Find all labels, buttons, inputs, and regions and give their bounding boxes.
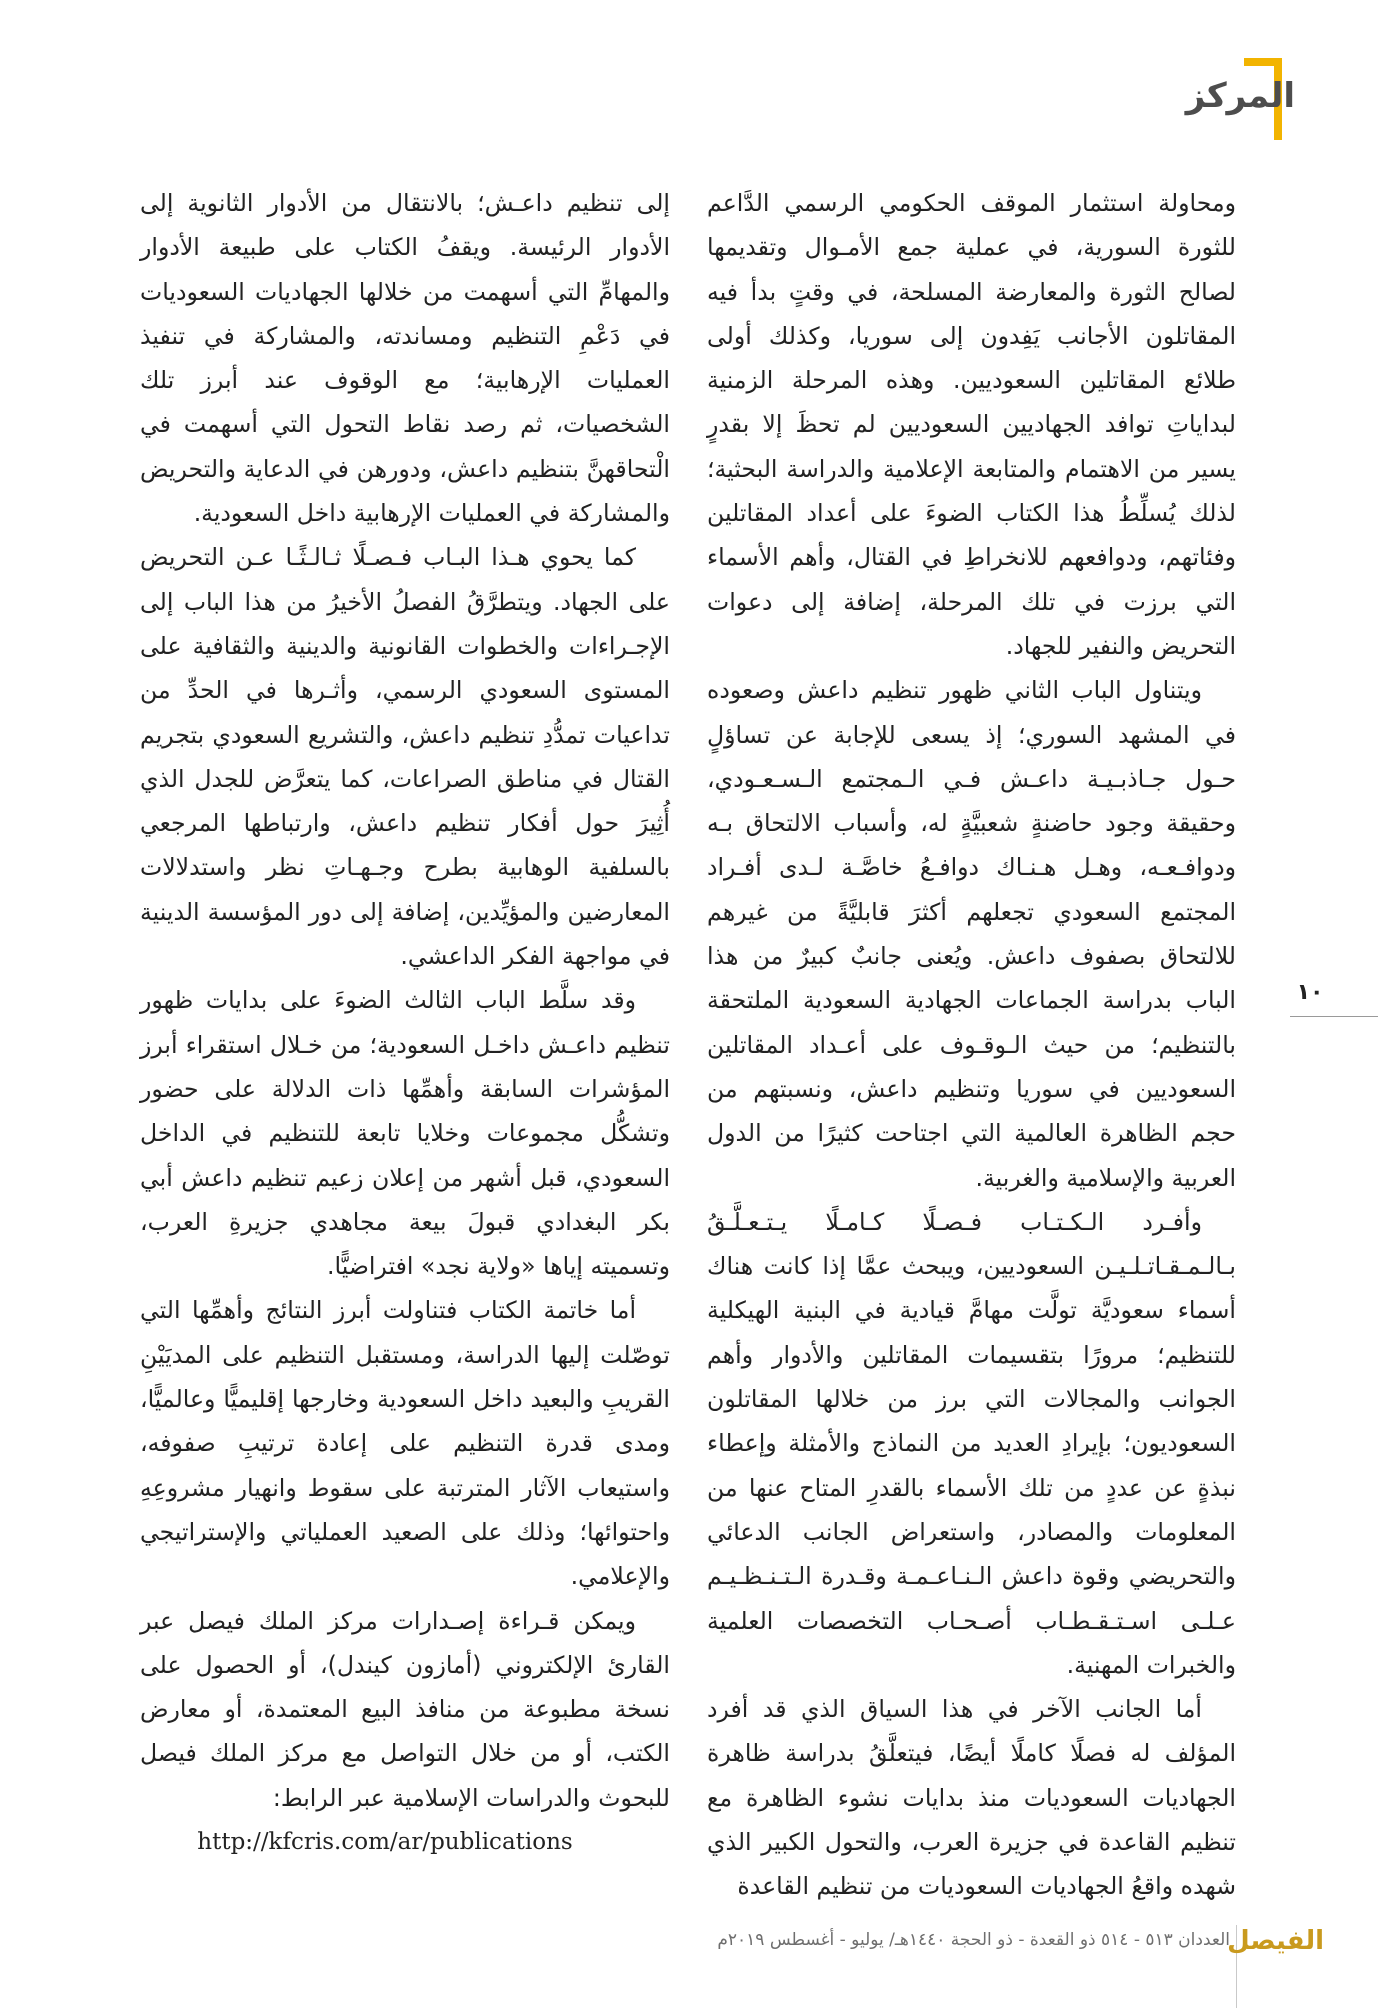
issue-info: العددان ٥١٣ - ٥١٤ ذو القعدة - ذو الحجة ١٤٤٠هـ/ يوليو - أغسطس ٢٠١٩م xyxy=(717,1930,1230,1950)
paragraph: ويتناول الباب الثاني ظهور تنظيم داعش وصعوده في المشهد السوري؛ إذ يسعى للإجابة عن تساؤلٍ حـول جـاذبـيـة داعـش فـي الـمجتمع الـسـعـودي، وحقيقة وجود حاضنةٍ شعبيَّةٍ له، وأسباب الالتحاق بـه ودوافـعـه، وهـل هـنـاك دوافـعُ خاصَّـة لـدى أفـراد المجتمع السعودي تجعلهم أكثرَ قابليَّةً من غيرهم للالتحاق بصفوف داعش. ويُعنى جانبٌ كبيرٌ من هذا الباب بدراسة الجماعات الجهادية السعودية الملتحقة بالتنظيم؛ من حيث الـوقـوف على أعـداد المقاتلين السعوديين في سوريا وتنظيم داعش، ونسبتهم من حجم الظاهرة العالمية التي اجتاحت كثيرًا من الدول العربية والإسلامية والغربية. xyxy=(707,676,1236,1192)
paragraph: أما الجانب الآخر في هذا السياق الذي قد أفرد المؤلف له فصلًا كاملًا أيضًا، فيتعلَّقُ بدراسة ظاهرة الجهاديات السعوديات منذ بدايات نشوء الظاهرة مع تنظيم القاعدة في جزيرة العرب، والتحول الكبير الذي شهده واقعُ الجهاديات السعوديات من تنظيم القاعدة xyxy=(707,1695,1236,1901)
text-column-right xyxy=(707,181,1236,1909)
paragraph: وأفـرد الـكـتـاب فـصـلًا كـامـلًا يـتـعـلَّـقُ بـالـمـقـاتـلـيـن السعوديين، ويبحث عمَّا إذا كانت هناك أسماء سعوديَّة تولَّت مهامَّ قيادية في البنية الهيكلية للتنظيم؛ مرورًا بتقسيمات المقاتلين والأدوار وأهم الجوانب والمجالات التي برز من خلالها المقاتلون السعوديون؛ بإيرادِ العديد من النماذج والأمثلة وإعطاء نبذةٍ عن عددٍ من تلك الأسماء بالقدرِ المتاح عنها من المعلومات والمصادر، واستعراض الجانب الدعائي والتحريضي وقوة داعش الـنـاعـمـة وقـدرة الـتـنـظـيـم عـلـى اسـتـقـطـاب أصـحـاب التخصصات العلمية والخبرات المهنية. xyxy=(707,1207,1236,1679)
magazine-logo: الفيصل xyxy=(1227,1926,1324,1956)
paragraph: وقد سلَّط الباب الثالث الضوءَ على بدايات ظهور تنظيم داعـش داخـل السعودية؛ من خـلال استقراء أبرز المؤشرات السابقة وأهمِّها ذات الدلالة على حضور وتشكُّل مجموعات وخلايا تابعة للتنظيم في الداخل السعودي، قبل أشهر من إعلان زعيم تنظيم داعش أبي بكر البغدادي قبولَ بيعة مجاهدي جزيرةِ العرب، وتسميته إياها «ولاية نجد» افتراضيًّا. xyxy=(140,986,670,1281)
page-number: ١٠ xyxy=(1296,980,1324,1005)
section-label: المركز xyxy=(1185,76,1295,116)
text-column-left xyxy=(140,181,670,1864)
page-number-rule xyxy=(1290,1016,1378,1017)
paragraph: كما يحوي هـذا البـاب فـصـلًا ثـالـثًـا عـن التحريض على الجهاد. ويتطرَّقُ الفصلُ الأخيرُ من هذا الباب إلى الإجـراءات والخطوات القانونية والدينية والثقافية على المستوى السعودي الرسمي، وأثـرها في الحدِّ من تداعيات تمدُّدِ تنظيم داعش، والتشريع السعودي بتجريم القتال في مناطق الصراعات، كما يتعرَّض للجدل الذي أُثِيرَ حول أفكار تنظيم داعش، وارتباطها المرجعي بالسلفية الوهابية بطرح وجـهـاتِ نظر واستدلالات المعارضين والمؤيِّدين، إضافة إلى دور المؤسسة الدينية في مواجهة الفكر الداعشي. xyxy=(140,543,670,971)
paragraph: ويمكن قـراءة إصـدارات مركز الملك فيصل عبر القارئ الإلكتروني (أمازون كيندل)، أو الحصول على نسخة مطبوعة من منافذ البيع المعتمدة، أو معارض الكتب، أو من خلال التواصل مع مركز الملك فيصل للبحوث والدراسات الإسلامية عبر الرابط: xyxy=(140,1606,670,1812)
paragraph: أما خاتمة الكتاب فتناولت أبرز النتائج وأهمِّها التي توصّلت إليها الدراسة، ومستقبل التنظيم على المديَيْنِ القريبِ والبعيد داخل السعودية وخارجها إقليميًّا وعالميًّا، ومدى قدرة التنظيم على إعادة ترتيبِ صفوفه، واستيعاب الآثار المترتبة على سقوط وانهيار مشروعِهِ واحتوائها؛ وذلك على الصعيد العملياتي والإستراتيجي والإعلامي. xyxy=(140,1296,670,1591)
paragraph: ومحاولة استثمار الموقف الحكومي الرسمي الدَّاعم للثورة السورية، في عملية جمع الأمـوال وتقديمها لصالح الثورة والمعارضة المسلحة، في وقتٍ بدأ فيه المقاتلون الأجانب يَفِدون إلى سوريا، وكذلك أولى طلائع المقاتلين السعوديين. وهذه المرحلة الزمنية لبداياتِ توافد الجهاديين السعوديين لم تحظَ إلا بقدرٍ يسير من الاهتمام والمتابعة الإعلامية والدراسة البحثية؛ لذلك يُسلِّطُ هذا الكتاب الضوءَ على أعداد المقاتلين وفئاتهم، ودوافعهم للانخراطِ في القتال، وأهم الأسماء التي برزت في تلك المرحلة، إضافة إلى دعوات التحريض والنفير للجهاد. xyxy=(707,189,1236,660)
paragraph: إلى تنظيم داعـش؛ بالانتقال من الأدوار الثانوية إلى الأدوار الرئيسة. ويقفُ الكتاب على طبيعة الأدوار والمهامِّ التي أسهمت من خلالها الجهاديات السعوديات في دَعْمِ التنظيم ومساندته، والمشاركة في تنفيذ العمليات الإرهابية؛ مع الوقوف عند أبرز تلك الشخصيات، ثم رصد نقاط التحول التي أسهمت في الْتحاقهنَّ بتنظيم داعش، ودورهن في الدعاية والتحريض والمشاركة في العمليات الإرهابية داخل السعودية. xyxy=(140,189,670,528)
publications-url[interactable]: http://kfcris.com/ar/publications xyxy=(197,1828,573,1855)
